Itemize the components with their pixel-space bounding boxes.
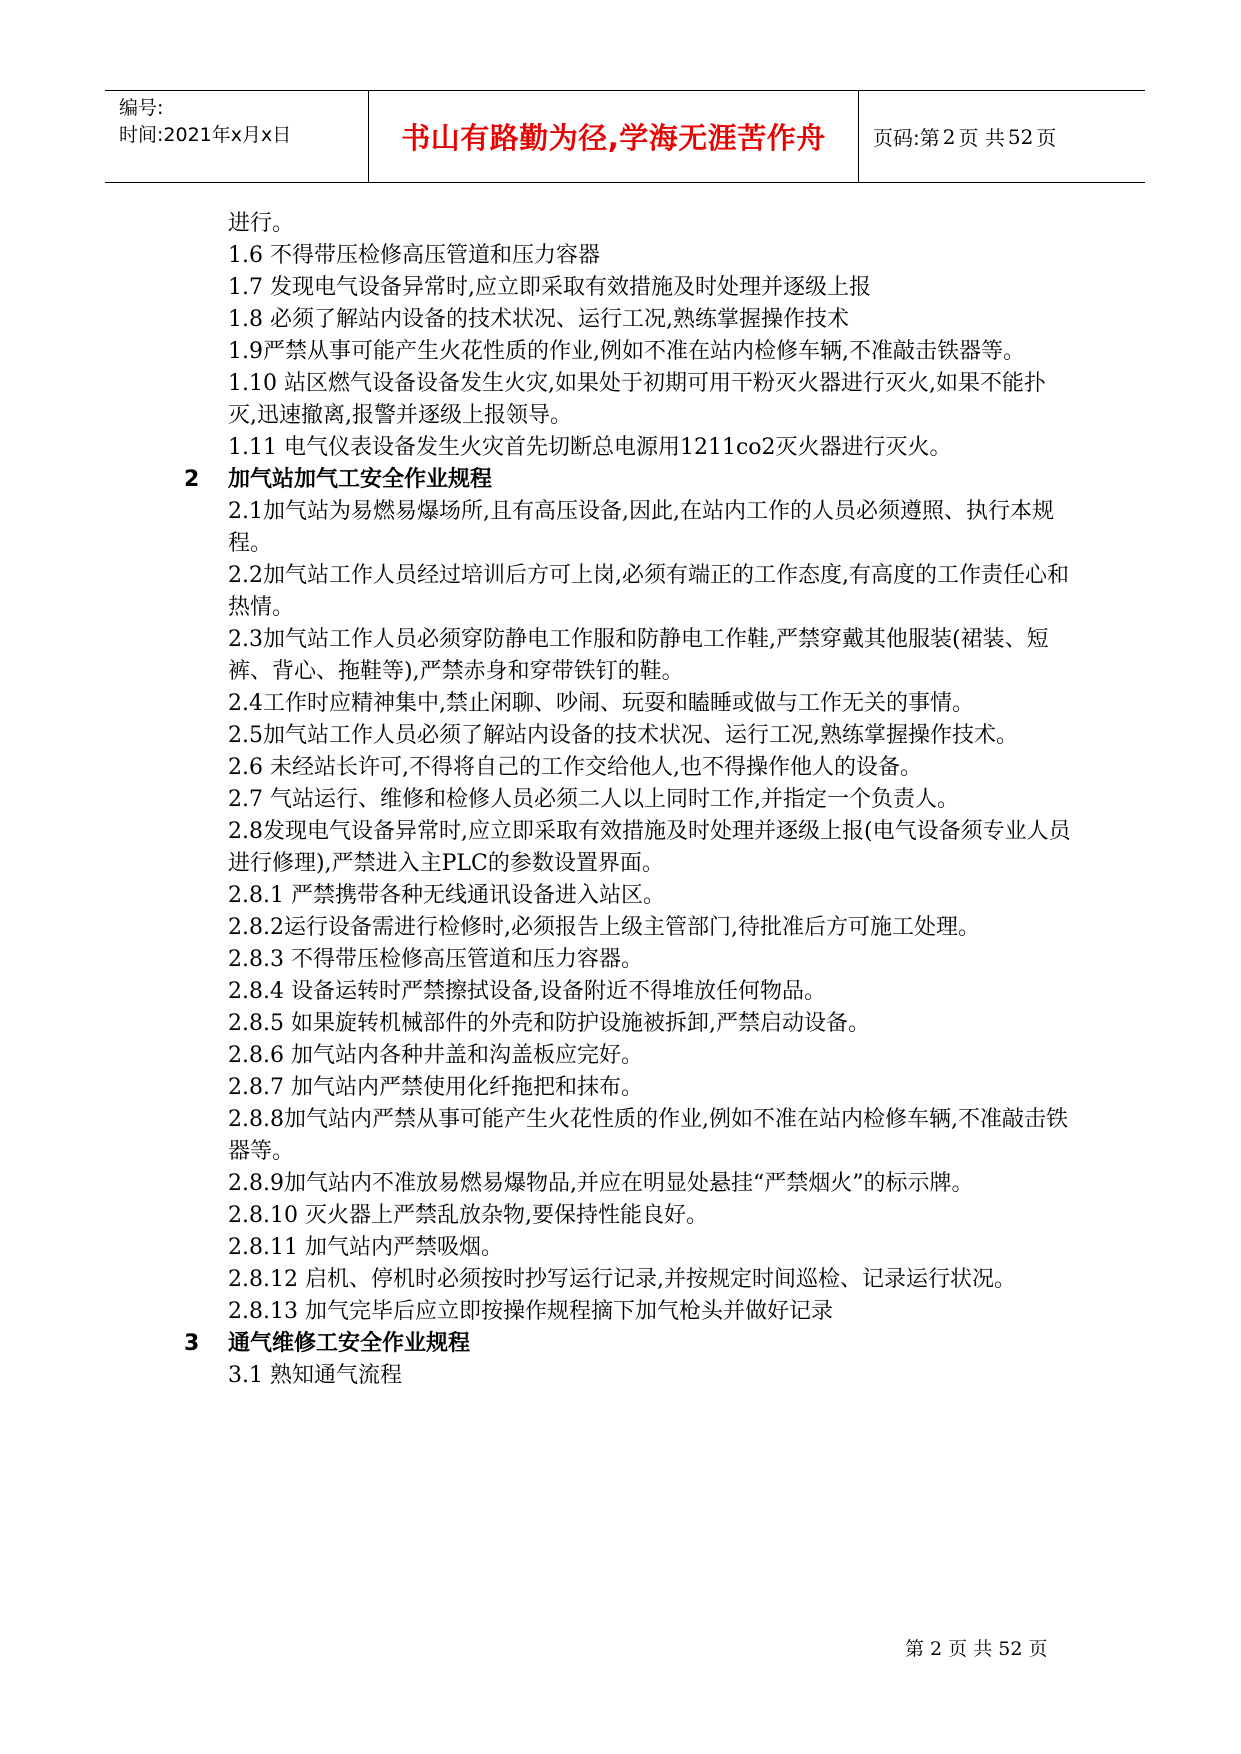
section-heading xyxy=(184,1328,1074,1360)
paragraph-item: 2.8发现电气设备异常时,应立即采取有效措施及时处理并逐级上报(电气设备须专业人员进行修理),严禁进入主PLC的参数设置界面。 xyxy=(228,819,1071,876)
document-body xyxy=(184,208,1074,1392)
paragraph-item: 2.4工作时应精神集中,禁止闲聊、吵闹、玩耍和瞌睡或做与工作无关的事情。 xyxy=(228,691,974,716)
page-mid: 页 共 xyxy=(958,126,1005,150)
page-total: 52 xyxy=(1007,124,1034,149)
paragraph-item: 2.5加气站工作人员必须了解站内设备的技术状况、运行工况,熟练掌握操作技术。 xyxy=(228,723,1018,748)
paragraph-item: 1.8 必须了解站内设备的技术状况、运行工况,熟练掌握操作技术 xyxy=(228,307,849,332)
paragraph-item: 2.7 气站运行、维修和检修人员必须二人以上同时工作,并指定一个负责人。 xyxy=(228,787,959,812)
page-suffix: 页 xyxy=(1036,126,1057,150)
paragraph-item: 2.8.8加气站内严禁从事可能产生火花性质的作业,例如不准在站内检修车辆,不准敲击铁器等。 xyxy=(228,1107,1068,1164)
section-title: 通气维修工安全作业规程 xyxy=(228,1331,471,1356)
paragraph-item: 2.8.2运行设备需进行检修时,必须报告上级主管部门,待批准后方可施工处理。 xyxy=(228,915,980,940)
paragraph-item: 2.8.4 设备运转时严禁擦拭设备,设备附近不得堆放任何物品。 xyxy=(228,979,826,1004)
paragraph-item: 1.9严禁从事可能产生火花性质的作业,例如不准在站内检修车辆,不准敲击铁器等。 xyxy=(228,339,1025,364)
document-number-label: 编号: xyxy=(119,97,164,119)
paragraph-item: 2.8.6 加气站内各种井盖和沟盖板应完好。 xyxy=(228,1043,643,1068)
paragraph-item: 1.6 不得带压检修高压管道和压力容器 xyxy=(228,243,600,268)
header-left-cell xyxy=(105,91,369,182)
paragraph-item: 2.2加气站工作人员经过培训后方可上岗,必须有端正的工作态度,有高度的工作责任心和热情。 xyxy=(228,563,1069,620)
page-footer: 第 2 页 共 52 页 xyxy=(905,1638,1048,1660)
paragraph-item: 2.8.11 加气站内严禁吸烟。 xyxy=(228,1235,503,1260)
page-current: 2 xyxy=(942,124,956,149)
paragraph-item: 2.8.1 严禁携带各种无线通讯设备进入站区。 xyxy=(228,883,665,908)
paragraph-item: 2.3加气站工作人员必须穿防静电工作服和防静电工作鞋,严禁穿戴其他服装(裙装、短裤、背心、拖鞋等),严禁赤身和穿带铁钉的鞋。 xyxy=(228,627,1049,684)
paragraph-item: 2.8.5 如果旋转机械部件的外壳和防护设施被拆卸,严禁启动设备。 xyxy=(228,1011,870,1036)
paragraph-item: 进行。 xyxy=(228,211,295,236)
paragraph-item: 2.6 未经站长许可,不得将自己的工作交给他人,也不得操作他人的设备。 xyxy=(228,755,922,780)
paragraph-item: 1.11 电气仪表设备发生火灾首先切断总电源用1211co2灭火器进行灭火。 xyxy=(228,435,952,460)
header-table xyxy=(105,90,1145,183)
page-prefix: 页码:第 xyxy=(873,126,940,150)
paragraph-item: 2.8.3 不得带压检修高压管道和压力容器。 xyxy=(228,947,643,972)
paragraph-item: 1.7 发现电气设备异常时,应立即采取有效措施及时处理并逐级上报 xyxy=(228,275,871,300)
paragraph-item: 2.8.9加气站内不准放易燃易爆物品,并应在明显处悬挂“严禁烟火”的标示牌。 xyxy=(228,1171,974,1196)
paragraph-item: 3.1 熟知通气流程 xyxy=(228,1363,402,1388)
section-heading xyxy=(184,464,1074,496)
section-number: 3 xyxy=(184,1331,200,1356)
paragraph-item: 2.1加气站为易燃易爆场所,且有高压设备,因此,在站内工作的人员必须遵照、执行本规程。 xyxy=(228,499,1054,556)
paragraph-item: 1.10 站区燃气设备设备发生火灾,如果处于初期可用干粉灭火器进行灭火,如果不能扑灭,迅速撤离,报警并逐级上报领导。 xyxy=(228,371,1046,428)
header-motto: 书山有路勤为径,学海无涯苦作舟 xyxy=(369,91,859,182)
paragraph-item: 2.8.7 加气站内严禁使用化纤拖把和抹布。 xyxy=(228,1075,643,1100)
document-time: 时间:2021年x月x日 xyxy=(119,124,292,146)
paragraph-item: 2.8.12 启机、停机时必须按时抄写运行记录,并按规定时间巡检、记录运行状况。 xyxy=(228,1267,1016,1292)
paragraph-item: 2.8.10 灭火器上严禁乱放杂物,要保持性能良好。 xyxy=(228,1203,708,1228)
header-page-info xyxy=(859,91,1145,182)
section-number: 2 xyxy=(184,467,200,492)
paragraph-item: 2.8.13 加气完毕后应立即按操作规程摘下加气枪头并做好记录 xyxy=(228,1299,833,1324)
section-title: 加气站加气工安全作业规程 xyxy=(228,467,493,492)
